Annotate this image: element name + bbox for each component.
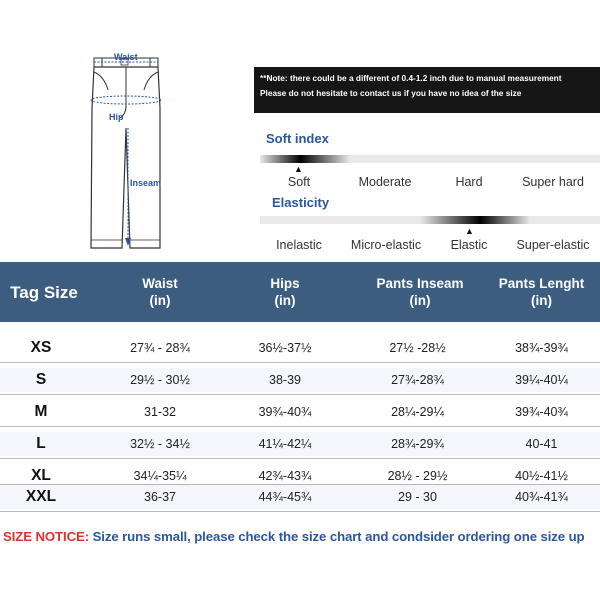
hip-label: Hip [109, 112, 124, 122]
cell-inseam: 29 - 30 [398, 490, 437, 504]
cell-inseam: 28¾-29¾ [391, 437, 444, 451]
cell-length: 40-41 [525, 437, 558, 451]
pants-icon [80, 48, 190, 260]
cell-inseam: 28¼-29¼ [391, 405, 444, 419]
table-row [0, 485, 600, 509]
note-line-2: Please do not hesitate to contact us if you have no idea of the size [260, 88, 522, 98]
cell-waist: 32½ - 34½ [130, 437, 190, 451]
size-notice-text: Size runs small, please check the size chart and condsider ordering one size up [92, 529, 585, 544]
elasticity-title: Elasticity [272, 195, 330, 210]
cell-waist: 31-32 [144, 405, 176, 419]
header-tag-size-label: Tag Size [10, 282, 78, 302]
soft-index-option-moderate: Moderate [358, 175, 412, 189]
cell-size: XS [30, 339, 52, 356]
measurement-note [254, 67, 600, 113]
header-length-unit: (in) [531, 293, 552, 308]
cell-inseam: 27¾-28¾ [391, 373, 444, 387]
soft-index-bar [260, 155, 600, 163]
cell-size: S [35, 371, 47, 388]
elasticity-highlight [420, 216, 530, 224]
header-hips [225, 262, 345, 322]
cell-waist: 29½ - 30½ [130, 373, 190, 387]
soft-index-option-soft: Soft [287, 175, 311, 189]
cell-hips: 39¾-40¾ [258, 405, 312, 419]
cell-waist: 34¼-35¼ [133, 469, 187, 483]
header-inseam-unit: (in) [409, 293, 431, 308]
cell-size: M [34, 403, 48, 420]
cell-waist: 36-37 [144, 490, 176, 504]
cell-hips: 44¾-45¾ [258, 490, 312, 504]
soft-index-option-super-hard: Super hard [522, 175, 584, 189]
cell-waist: 27¾ - 28¾ [130, 341, 190, 355]
size-notice-label: SIZE NOTICE: [3, 529, 89, 544]
elasticity-bar [260, 216, 600, 224]
header-waist-label: Waist [142, 276, 178, 291]
cell-hips: 36½-37½ [258, 341, 312, 355]
elasticity-option-elastic: Elastic [450, 238, 488, 252]
size-table-header [0, 262, 600, 322]
cell-hips: 41¼-42¼ [258, 437, 312, 451]
elasticity-option-micro-elastic: Micro-elastic [350, 238, 422, 252]
note-line-1: **Note: there could be a different of 0.4-1.2 inch due to manual measurement [260, 73, 562, 83]
waist-label: Waist [114, 52, 138, 62]
cell-length: 40¾-41¾ [515, 490, 568, 504]
table-row [0, 336, 600, 360]
table-row [0, 368, 600, 392]
cell-size: XL [31, 467, 51, 484]
row-divider [0, 426, 600, 427]
header-length [483, 262, 600, 322]
size-notice [3, 529, 585, 544]
elasticity-option-inelastic: Inelastic [276, 238, 322, 252]
elasticity-option-super-elastic: Super-elastic [516, 238, 590, 252]
cell-length: 39¼-40¼ [515, 373, 568, 387]
header-hips-label: Hips [270, 276, 300, 291]
row-divider [0, 362, 600, 363]
pants-diagram [80, 48, 190, 260]
header-tag-size [0, 262, 88, 322]
soft-index-highlight [260, 155, 350, 163]
row-divider [0, 394, 600, 395]
cell-length: 38¾-39¾ [515, 341, 568, 355]
cell-inseam: 28½ - 29½ [387, 469, 448, 483]
header-inseam [355, 262, 485, 322]
cell-size: XXL [25, 488, 57, 505]
table-row [0, 400, 600, 424]
header-length-label: Pants Lenght [498, 276, 585, 291]
cell-size: L [36, 435, 46, 452]
soft-index-marker-icon: ▲ [294, 164, 303, 174]
header-hips-unit: (in) [274, 293, 296, 308]
cell-length: 39¾-40¾ [515, 405, 568, 419]
header-waist [100, 262, 220, 322]
cell-hips: 42¾-43¾ [258, 469, 312, 483]
cell-inseam: 27½ -28½ [389, 341, 446, 355]
soft-index-option-hard: Hard [455, 175, 483, 189]
soft-index-title: Soft index [266, 131, 329, 146]
cell-hips: 38-39 [269, 373, 301, 387]
table-row [0, 432, 600, 456]
header-inseam-label: Pants Inseam [376, 276, 464, 291]
row-divider [0, 458, 600, 459]
header-waist-unit: (in) [149, 293, 171, 308]
cell-length: 40½-41½ [515, 469, 568, 483]
row-divider [0, 511, 600, 512]
elasticity-marker-icon: ▲ [465, 226, 474, 236]
inseam-label: Inseam [130, 178, 162, 188]
